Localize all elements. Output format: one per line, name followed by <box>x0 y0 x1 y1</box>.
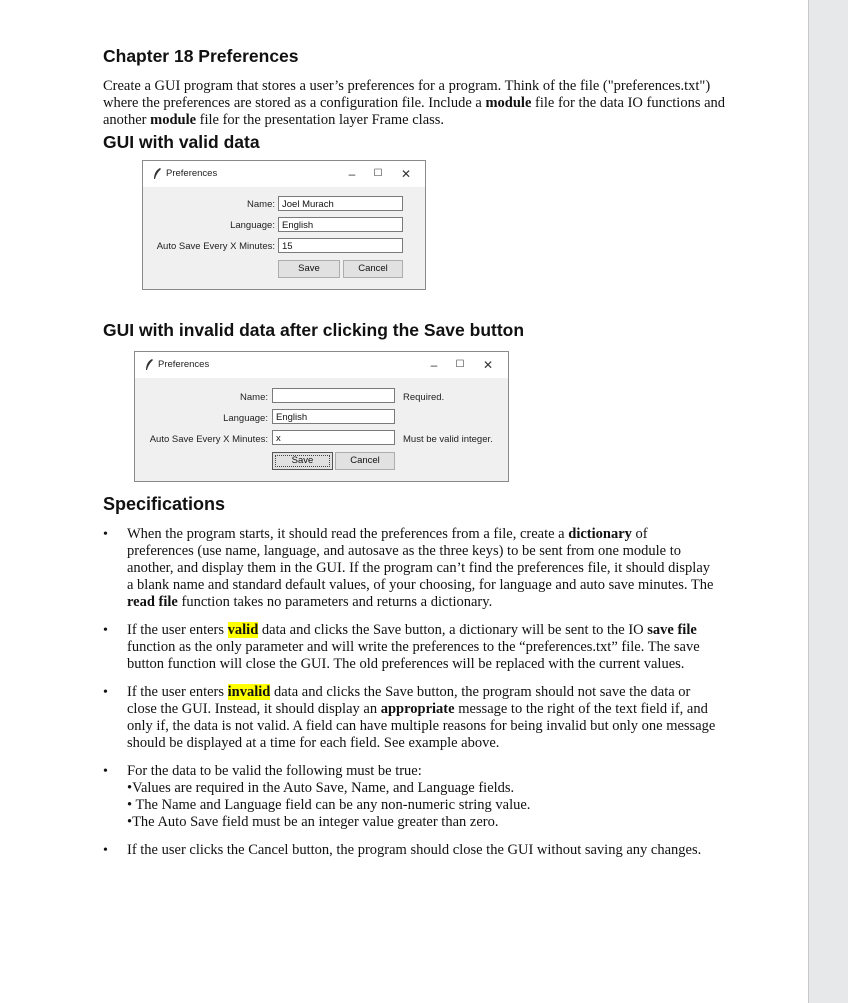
list-item <box>103 842 717 859</box>
preferences-window-invalid <box>134 351 509 482</box>
spec-text: • For the data to be valid the following must be true: <box>127 763 422 779</box>
spec-text: function as the only parameter and will write the preferences to the “preferences.txt” file. The save button function will close the GUI. The old preferences will be replaced with the current values. <box>127 639 700 672</box>
list-item <box>103 763 717 831</box>
spec-text: of preferences (use name, language, and autosave as the three keys) to be sent from one module to another, and display them in the GUI. If the program can’t find the preferences file, it should display a blank name and standard default values, of your choosing, for language and auto save minutes. The <box>127 526 714 593</box>
list-item <box>103 622 717 673</box>
intro-bold-2: module <box>150 112 197 128</box>
name-label: Name: <box>240 392 268 403</box>
save-button[interactable]: Save <box>272 452 333 470</box>
spec-bold: read file <box>127 594 178 610</box>
intro-paragraph <box>103 78 743 129</box>
minimize-button[interactable]: – <box>430 358 438 372</box>
name-input[interactable]: Joel Murach <box>278 196 403 211</box>
spec-text: data and clicks the Save button, a dictionary will be sent to the IO <box>258 622 648 638</box>
autosave-label: Auto Save Every X Minutes: <box>149 434 268 445</box>
window-title: Preferences <box>158 359 210 370</box>
close-button[interactable]: ✕ <box>400 167 412 181</box>
list-item <box>103 684 717 752</box>
close-button[interactable]: ✕ <box>482 358 494 372</box>
title-bar <box>143 161 425 187</box>
language-label: Language: <box>230 220 275 231</box>
cancel-button[interactable]: Cancel <box>335 452 395 470</box>
maximize-button[interactable]: ☐ <box>373 168 383 179</box>
autosave-label: Auto Save Every X Minutes: <box>156 241 275 252</box>
spec-text: If the user enters <box>127 684 228 700</box>
spec-text: function takes no parameters and returns a dictionary. <box>177 594 493 610</box>
list-item <box>103 526 717 611</box>
specifications-list <box>103 526 803 870</box>
feather-icon <box>152 167 162 181</box>
spec-text: When the program starts, it should read the preferences from a file, create a <box>127 526 569 542</box>
chapter-heading: Chapter 18 Preferences <box>103 46 299 66</box>
feather-icon <box>144 358 154 372</box>
sub-bullet: • The Name and Language field can be any non-numeric string value. <box>127 797 531 813</box>
highlighted-word: valid <box>227 622 259 638</box>
intro-text-1: Create a GUI program that stores a user’s preferences for a program. Think of the file ("preferences.txt") where the preferences are stored as a configuration file. Include a <box>103 78 711 111</box>
invalid-gui-heading: GUI with invalid data after clicking the Save button <box>103 320 525 340</box>
preferences-window-valid <box>142 160 426 290</box>
autosave-input[interactable]: 15 <box>278 238 403 253</box>
autosave-input[interactable]: x <box>272 430 395 445</box>
title-bar <box>135 352 508 378</box>
intro-text-3: file for the presentation layer Frame class. <box>196 112 445 128</box>
spec-text: data and clicks the Save button, the program should not save the data or close the GUI. Instead, it should display an <box>127 684 691 717</box>
language-label: Language: <box>223 413 268 424</box>
cancel-button[interactable]: Cancel <box>343 260 403 278</box>
spec-text: message to the right of the text field if, and only if, the data is not valid. A field can have multiple reasons for being invalid but only one message should be displayed at a time for each field. See example above. <box>127 701 716 751</box>
minimize-button[interactable]: – <box>348 167 356 181</box>
spec-text: If the user clicks the Cancel button, the program should close the GUI without saving any changes. <box>127 842 702 858</box>
intro-bold-1: module <box>485 95 532 111</box>
spec-bold: appropriate <box>380 701 455 717</box>
window-title: Preferences <box>166 168 218 179</box>
save-button[interactable]: Save <box>278 260 340 278</box>
spec-bold: dictionary <box>568 526 632 542</box>
specifications-heading: Specifications <box>103 494 226 514</box>
name-input[interactable] <box>272 388 395 403</box>
highlighted-word: invalid <box>227 684 271 700</box>
language-input[interactable]: English <box>278 217 403 232</box>
sub-bullet: •The Auto Save field must be an integer value greater than zero. <box>127 814 499 830</box>
spec-bold: save file <box>647 622 697 638</box>
autosave-error-message: Must be valid integer. <box>403 434 493 445</box>
name-label: Name: <box>247 199 275 210</box>
valid-gui-heading: GUI with valid data <box>103 132 260 152</box>
name-error-message: Required. <box>403 392 445 403</box>
sub-bullet: •Values are required in the Auto Save, Name, and Language fields. <box>127 780 515 796</box>
intro-text-2: file for the data IO functions and another <box>103 95 726 128</box>
spec-text: If the user enters <box>127 622 228 638</box>
document-gutter <box>809 0 848 1003</box>
maximize-button[interactable]: ☐ <box>455 359 465 370</box>
language-input[interactable]: English <box>272 409 395 424</box>
